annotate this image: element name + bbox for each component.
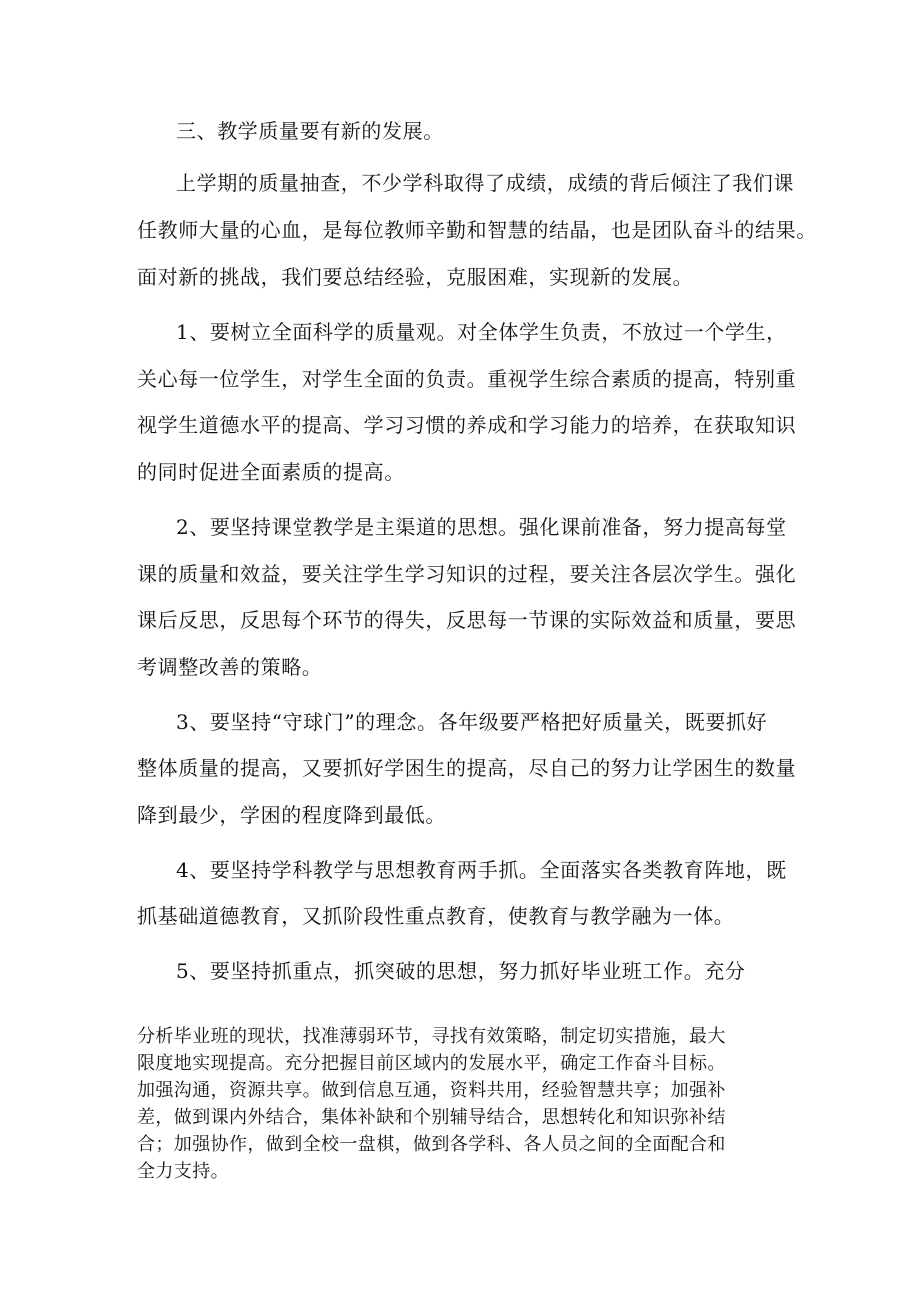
item1-line: 关心每一位学生，对学生全面的负责。重视学生综合素质的提高，特别重: [137, 367, 797, 391]
item5-continued-line: 合；加强协作，做到全校一盘棋，做到各学科、各人员之间的全面配合和: [137, 1134, 726, 1155]
item5-continued-line: 加强沟通，资源共享。做到信息互通，资料共用，经验智慧共享；加强补: [137, 1080, 726, 1101]
item5-continued-line: 全力支持。: [137, 1161, 229, 1182]
item3-line: 降到最少，学困的程度降到最低。: [137, 803, 446, 827]
item1-line: 视学生道德水平的提高、学习习惯的养成和学习能力的培养，在获取知识: [137, 413, 797, 437]
item4-line: 4、要坚持学科教学与思想教育两手抓。全面落实各类教育阵地，既: [176, 858, 787, 882]
intro-line: 面对新的挑战，我们要总结经验，克服困难，实现新的发展。: [137, 265, 694, 289]
item1-line: 1、要树立全面科学的质量观。对全体学生负责，不放过一个学生，: [176, 320, 787, 344]
item1-line: 的同时促进全面素质的提高。: [137, 460, 405, 484]
item5-continued-line: 差，做到课内外结合，集体补缺和个别辅导结合，思想转化和知识弥补结: [137, 1107, 726, 1128]
item3-line: 整体质量的提高，又要抓好学困生的提高，尽自己的努力让学困生的数量: [137, 756, 797, 780]
item2-line: 课的质量和效益，要关注学生学习知识的过程，要关注各层次学生。强化: [137, 562, 797, 586]
item5-continued-line: 限度地实现提高。充分把握目前区域内的发展水平，确定工作奋斗目标。: [137, 1053, 726, 1074]
item5-continued-line: 分析毕业班的现状，找准薄弱环节，寻找有效策略，制定切实措施，最大: [137, 1026, 726, 1047]
section-heading: 三、教学质量要有新的发展。: [176, 119, 444, 143]
item5-line: 5、要坚持抓重点，抓突破的思想，努力抓好毕业班工作。充分: [176, 959, 746, 983]
intro-line: 上学期的质量抽查，不少学科取得了成绩，成绩的背后倾注了我们课: [176, 171, 794, 195]
item2-line: 2、要坚持课堂教学是主渠道的思想。强化课前准备，努力提高每堂: [176, 515, 787, 539]
item2-line: 考调整改善的策略。: [137, 655, 323, 679]
intro-line: 任教师大量的心血，是每位教师辛勤和智慧的结晶，也是团队奋斗的结果。: [137, 218, 817, 242]
item4-line: 抓基础道德教育，又抓阶段性重点教育，使教育与教学融为一体。: [137, 904, 735, 928]
item3-line: 3、要坚持“守球门”的理念。各年级要严格把好质量关，既要抓好: [176, 710, 768, 734]
item2-line: 课后反思，反思每个环节的得失，反思每一节课的实际效益和质量，要思: [137, 608, 797, 632]
